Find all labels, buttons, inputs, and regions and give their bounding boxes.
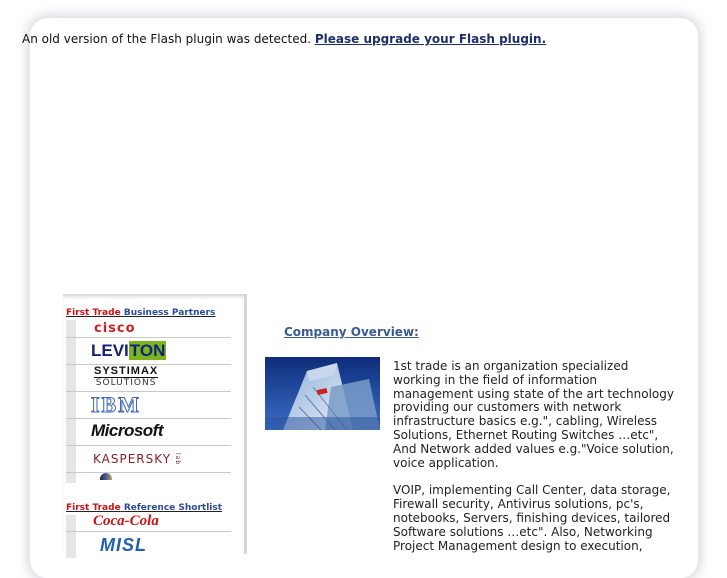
partner-row-next[interactable] [66, 473, 231, 483]
microsoft-logo: Microsoft [91, 421, 163, 440]
flash-notice-message: An old version of the Flash plugin was detected. [22, 32, 312, 46]
partner-row-leviton[interactable] [66, 338, 231, 365]
kaspersky-logo [93, 452, 181, 466]
leviton-logo [91, 341, 170, 361]
systimax-logo-sub: SOLUTIONS [95, 378, 157, 388]
row-marker [66, 338, 76, 364]
row-marker [66, 365, 76, 391]
row-marker [66, 515, 76, 531]
partners-heading[interactable] [66, 308, 215, 318]
cisco-logo: cisco [94, 321, 136, 336]
overview-paragraph: VOIP, implementing Call Center, data storage, Firewall security, Antivirus solutions, pc's, notebooks, Servers, finishing devices, tailored Software solutions …etc". Also, Networking Project Management design to execution, [393, 483, 671, 553]
reference-heading[interactable] [66, 503, 222, 513]
reference-row-next[interactable] [66, 532, 231, 558]
partner-row-kaspersky[interactable] [66, 446, 231, 473]
leviton-logo-part-a: LEVI [91, 341, 129, 360]
building-photo [265, 357, 380, 430]
kaspersky-logo-text: KASPERSKY [93, 452, 172, 466]
reference-heading-brand: First Trade [66, 503, 121, 513]
next-logo: MISL [100, 535, 147, 555]
kaspersky-logo-lab: lab [174, 453, 182, 466]
row-marker [66, 392, 76, 418]
row-marker [66, 419, 76, 445]
ibm-logo: IBM [91, 392, 141, 417]
flash-notice [22, 32, 546, 46]
systimax-logo-main: SYSTIMAX [94, 365, 159, 377]
partner-row-ibm[interactable] [66, 392, 231, 419]
upgrade-flash-link[interactable]: Please upgrade your Flash plugin. [314, 32, 547, 46]
partner-row-cisco[interactable] [66, 320, 231, 338]
coca-cola-logo: Coca-Cola [93, 513, 159, 529]
row-marker [66, 446, 76, 472]
systimax-logo [94, 366, 158, 389]
partner-orb-logo [100, 473, 112, 480]
row-marker [66, 473, 76, 483]
partner-row-systimax[interactable] [66, 365, 231, 392]
overview-paragraph: 1st trade is an organization specialized working in the field of information management using state of the art technology providing our customers with network infrastructure basics e.g.", cabling, Wireless Solutions, Ethernet Routing Switches …etc", And Network added values e.g."Voice solution, voice application. [393, 359, 674, 470]
leviton-logo-part-b: TON [129, 341, 166, 360]
reference-heading-text: Reference Shortlist [123, 503, 223, 513]
partner-row-microsoft[interactable] [66, 419, 231, 446]
company-overview-title[interactable]: Company Overview: [284, 325, 419, 339]
row-marker [66, 320, 76, 337]
reference-row-cocacola[interactable] [66, 515, 231, 532]
partners-heading-brand: First Trade [66, 308, 121, 318]
row-marker [66, 532, 76, 558]
partners-heading-text: Business Partners [123, 308, 216, 318]
company-overview-text [393, 360, 675, 567]
partners-sidebar [63, 294, 247, 554]
